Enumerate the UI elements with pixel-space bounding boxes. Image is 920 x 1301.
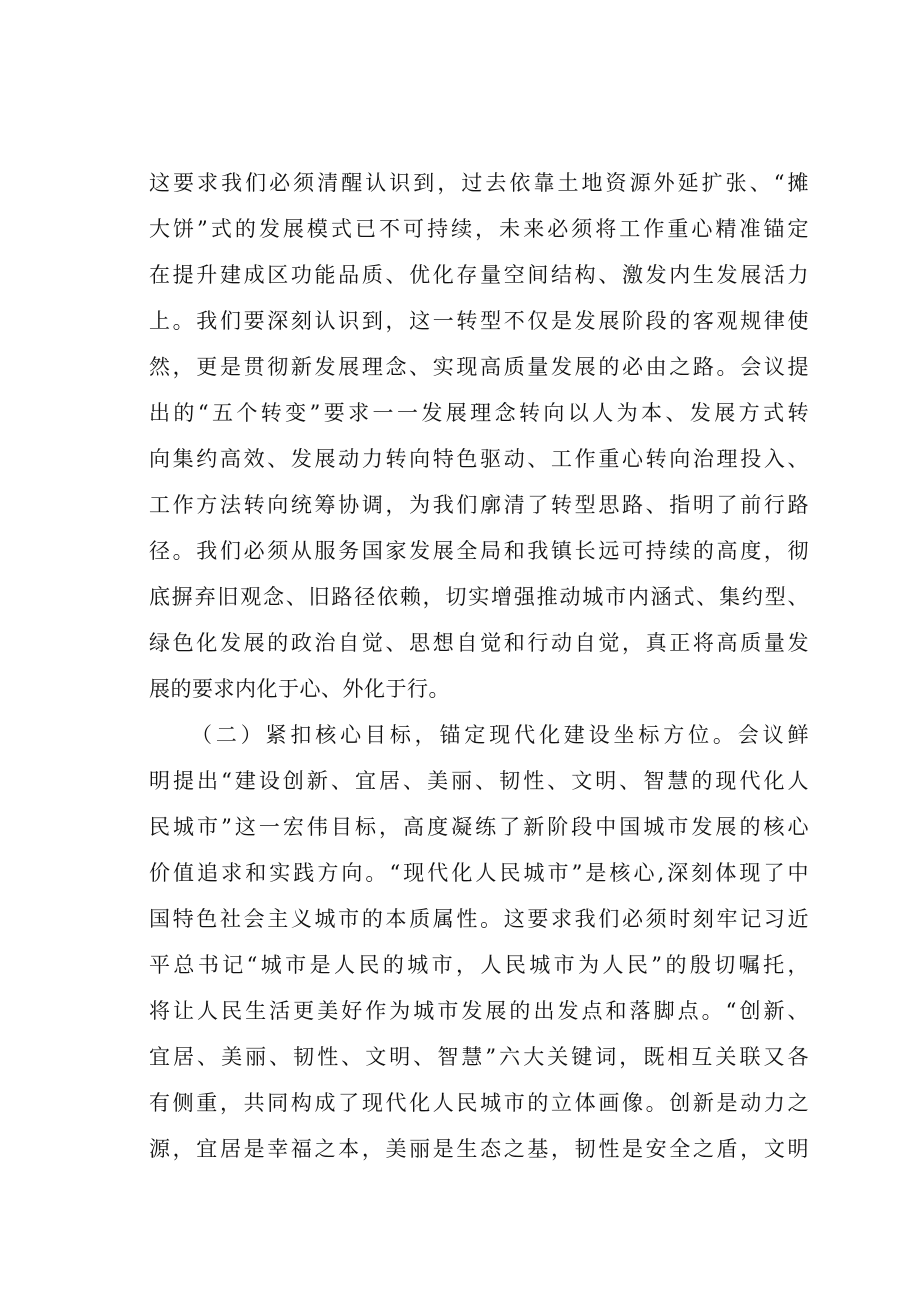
section-heading-line: （二）紧扣核心目标，锚定现代化建设坐标方位。会议鲜 xyxy=(191,723,809,747)
text-line: 大饼”式的发展模式已不可持续，未来必须将工作重心精准锚定 xyxy=(149,217,809,241)
text-line: 工作方法转向统筹协调，为我们廓清了转型思路、指明了前行路 xyxy=(149,493,809,517)
text-line: 将让人民生活更美好作为城市发展的出发点和落脚点。“创新、 xyxy=(149,999,809,1023)
text-line: 向集约高效、发展动力转向特色驱动、工作重心转向治理投入、 xyxy=(149,447,809,471)
text-line: 源，宜居是幸福之本，美丽是生态之基，韧性是安全之盾，文明 xyxy=(149,1137,809,1161)
text-line: 径。我们必须从服务国家发展全局和我镇长远可持续的高度，彻 xyxy=(149,539,809,563)
text-line: 上。我们要深刻认识到，这一转型不仅是发展阶段的客观规律使 xyxy=(149,309,809,333)
text-line: 有侧重，共同构成了现代化人民城市的立体画像。创新是动力之 xyxy=(149,1091,809,1115)
text-line: 底摒弃旧观念、旧路径依赖，切实增强推动城市内涵式、集约型、 xyxy=(149,585,809,609)
document-body xyxy=(149,160,809,1172)
text-line: 宜居、美丽、韧性、文明、智慧”六大关键词，既相互关联又各 xyxy=(149,1045,809,1069)
text-line: 价值追求和实践方向。“现代化人民城市”是核心,深刻体现了中 xyxy=(149,861,809,885)
text-line: 这要求我们必须清醒认识到，过去依靠土地资源外延扩张、“摊 xyxy=(149,171,809,195)
paragraph-end-line: 展的要求内化于心、外化于行。 xyxy=(149,677,450,701)
text-line: 绿色化发展的政治自觉、思想自觉和行动自觉，真正将高质量发 xyxy=(149,631,809,655)
text-line: 然，更是贯彻新发展理念、实现高质量发展的必由之路。会议提 xyxy=(149,355,809,379)
text-line: 国特色社会主义城市的本质属性。这要求我们必须时刻牢记习近 xyxy=(149,907,809,931)
text-line: 民城市”这一宏伟目标，高度凝练了新阶段中国城市发展的核心 xyxy=(149,815,809,839)
text-line: 出的“五个转变”要求一一发展理念转向以人为本、发展方式转 xyxy=(149,401,809,425)
text-line: 明提出“建设创新、宜居、美丽、韧性、文明、智慧的现代化人 xyxy=(149,769,809,793)
text-line: 在提升建成区功能品质、优化存量空间结构、激发内生发展活力 xyxy=(149,263,809,287)
text-line: 平总书记“城市是人民的城市，人民城市为人民”的殷切嘱托， xyxy=(149,953,809,977)
